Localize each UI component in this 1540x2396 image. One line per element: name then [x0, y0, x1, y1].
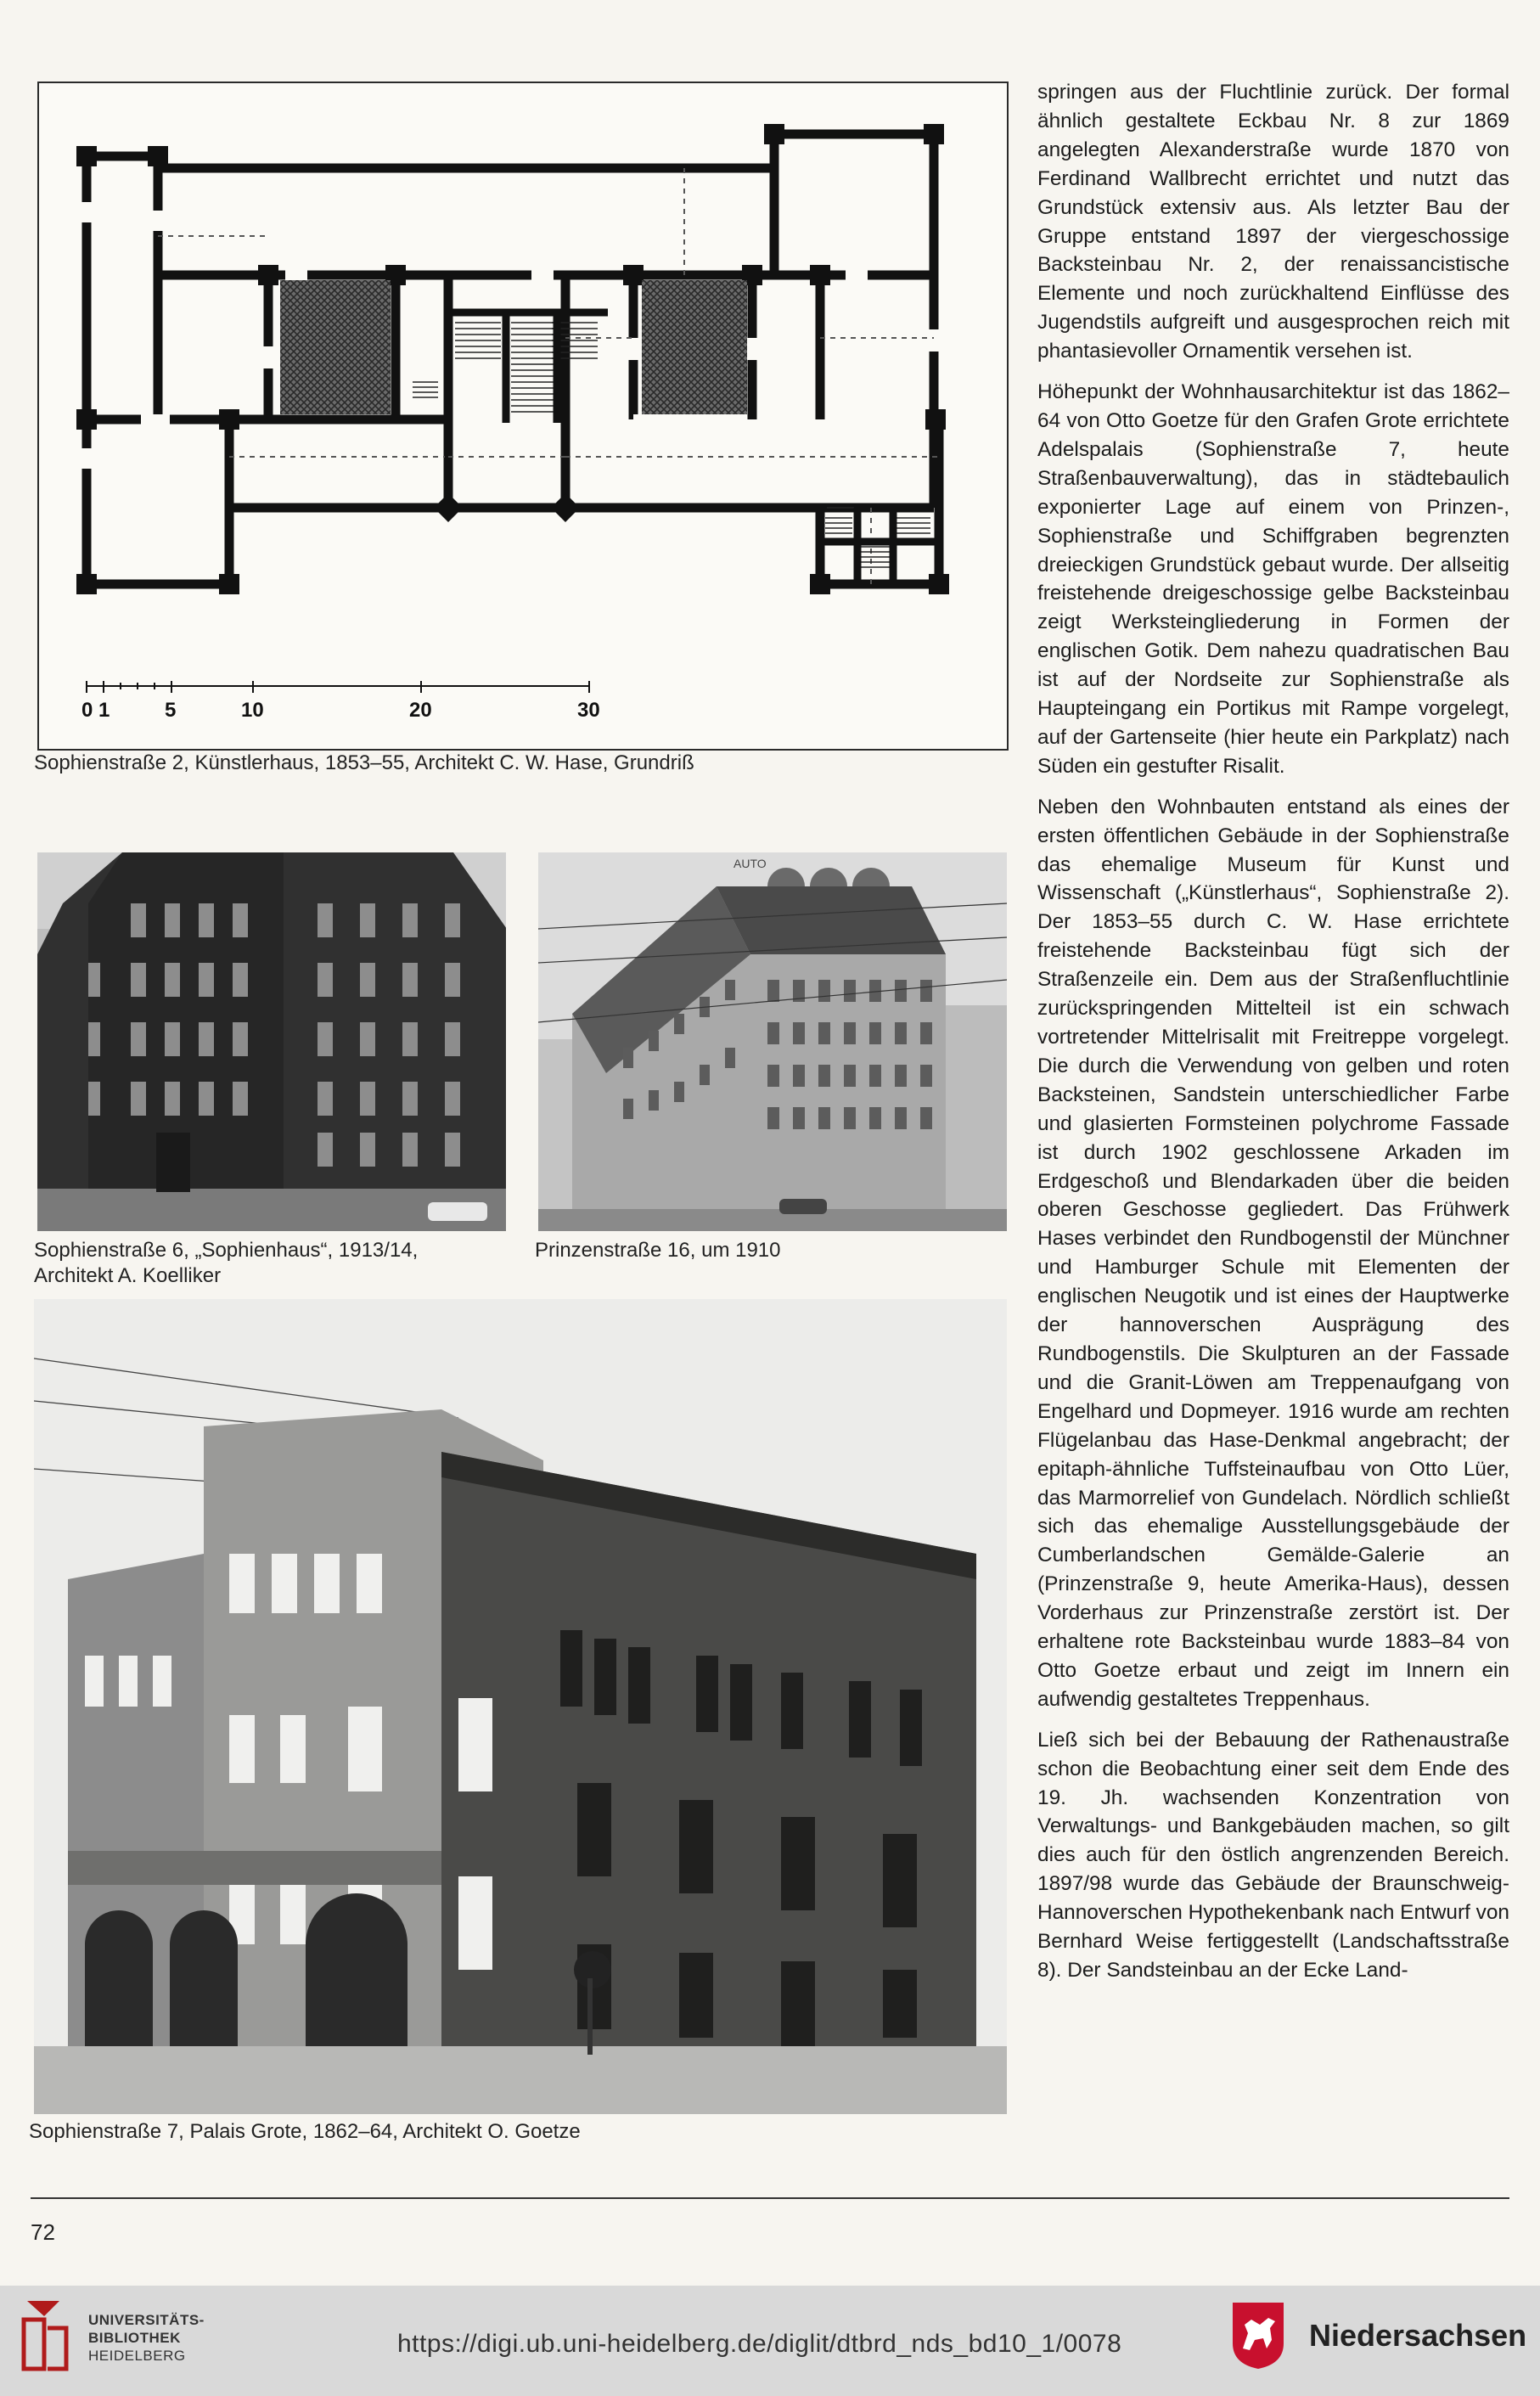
scale-label: 10	[241, 699, 264, 722]
body-text-column	[1037, 78, 1509, 1997]
scale-label: 20	[409, 699, 432, 722]
university-library-logo-icon	[19, 2294, 71, 2376]
paragraph-2: Höhepunkt der Wohnhausarchitektur ist das 1862–64 von Otto Goetze für den Grafen Grote errichtete Adelspalais (Sophienstraße 7, heute Straßenbauverwaltung), das in städtebaulich exponierter Lage auf einem von Prinzen-, Sophienstraße und Schiffgraben begrenzten dreieckigen Grundstück gebaut wurde. Der allseitig freistehende dreigeschossige gelbe Backsteinbau zeigt Werksteingliederung in Formen der englischen Gotik. Dem nahezu quadratischen Bau ist auf der Nordseite zur Sophienstraße als Haupteingang ein Portikus mit Rampe vorgelegt, auf der Gartenseite (hier heute ein Parkplatz) nach Süden ein gestufter Risalit.	[1037, 380, 1509, 778]
digitization-footer	[0, 2286, 1540, 2396]
floor-plan-walls	[39, 83, 1007, 749]
photo1-caption-line1: Sophienstraße 6, „Sophienhaus“, 1913/14,	[34, 1239, 419, 1262]
photo-palais-grote	[34, 1299, 1007, 2114]
scale-label: 5	[165, 699, 177, 722]
paragraph-3: Neben den Wohnbauten entstand als eines der ersten öffentlichen Gebäude in der Sophienstraße das ehemalige Museum für Kunst und Wissenschaft („Künstlerhaus“, Sophienstraße 2). Der 1853–55 durch C. W. Hase errichtete freistehende Backsteinbau fügt sich der Straßenzeile ein. Dem aus der Straßenfluchtlinie zurückspringenden Mittelteil ist ein schwach vortretender Mittelrisalit mit Freitreppe vorgelegt. Die durch die Verwendung von gelben und roten Backsteinen, Sandstein unterschiedlicher Farbe und glasierten Formsteinen polychrome Fassade ist durch 1902 geschlossene Arkaden im Erdgeschoß und Blendarkaden über die beiden oberen Geschosse gegliedert. Das Frühwerk Hases verbindet den Rundbogenstil der Münchner und Hamburger Schule mit Elementen der englischen Neugotik und ist eines der Hauptwerke der hannoverschen Ausprägung des Rundbogenstils. Die Skulpturen an der Fassade und die Granit-Löwen am Treppenaufgang von Engelhard und Dopmeyer. 1916 wurde am rechten Flügelanbau das Hase-Denkmal angebracht; der epitaph-ähnliche Tuffsteinaufbau von Otto Lüer, das Marmorrelief von Gundelach. Nördlich schließt sich das ehemalige Ausstellungsgebäude der Cumberlandschen Gemälde-Galerie an (Prinzenstraße 9, heute Amerika-Haus), dessen Vorderhaus zur Prinzenstraße zerstört ist. Der erhaltene rote Backsteinbau wurde 1883–84 von Otto Goetze erbaut und zeigt im Innern ein aufwendig gestaltetes Treppenhaus.	[1037, 795, 1509, 1711]
bottom-rule	[31, 2197, 1509, 2199]
paragraph-4: Ließ sich bei der Bebauung der Rathenaustraße schon die Beobachtung einer seit dem Ende des 19. Jh. wachsenden Konzentration von Verwaltungs- und Bankgebäuden machen, so gilt dies auch für den östlich angrenzenden Bereich. 1897/98 wurde das Gebäude der Braunschweig-Hannoverschen Hypothekenbank nach Entwurf von Bernhard Weise fertiggestellt (Landschaftsstraße 8). Der Sandsteinbau an der Ecke Land-	[1037, 1728, 1509, 1982]
photo-prinzenstrasse	[538, 852, 1007, 1231]
photo2-caption: Prinzenstraße 16, um 1910	[535, 1239, 781, 1262]
library-line-1: UNIVERSITÄTS-	[88, 2312, 205, 2328]
scale-label: 1	[98, 699, 110, 722]
library-line-3: HEIDELBERG	[88, 2348, 186, 2364]
scale-label: 30	[577, 699, 600, 722]
niedersachsen-horse-logo-icon	[1229, 2299, 1287, 2371]
page-number: 72	[31, 2219, 55, 2245]
rooftop-sign: AUTO	[733, 857, 767, 870]
university-library-name	[88, 2311, 205, 2365]
plan-caption: Sophienstraße 2, Künstlerhaus, 1853–55, Architekt C. W. Hase, Grundriß	[34, 751, 694, 774]
photo1-caption-line2: Architekt A. Koelliker	[34, 1264, 222, 1287]
region-name: Niedersachsen	[1309, 2318, 1527, 2353]
photo3-caption: Sophienstraße 7, Palais Grote, 1862–64, Architekt O. Goetze	[29, 2120, 581, 2143]
floor-plan-figure	[37, 82, 1009, 751]
source-url-link[interactable]: https://digi.ub.uni-heidelberg.de/diglit/dtbrd_nds_bd10_1/0078	[397, 2330, 1122, 2358]
hatched-room-right	[642, 280, 747, 414]
photo-sophienhaus	[37, 852, 506, 1231]
scale-label: 0	[81, 699, 93, 722]
paragraph-1: springen aus der Fluchtlinie zurück. Der formal ähnlich gestaltete Eckbau Nr. 8 zur 1869 angelegten Alexanderstraße wurde 1870 von Ferdinand Wallbrecht errichtet und nutzt das Grundstück extensiv aus. Als letzter Bau der Gruppe entstand 1897 der viergeschossige Backsteinbau Nr. 2, der renaissancistische Elemente und noch zurückhaltend Einflüsse des Jugendstils aufgreift und ausgesprochen reich mit phantasievoller Ornamentik versehen ist.	[1037, 81, 1509, 363]
library-line-2: BIBLIOTHEK	[88, 2330, 181, 2346]
hatched-room-left	[280, 280, 391, 414]
